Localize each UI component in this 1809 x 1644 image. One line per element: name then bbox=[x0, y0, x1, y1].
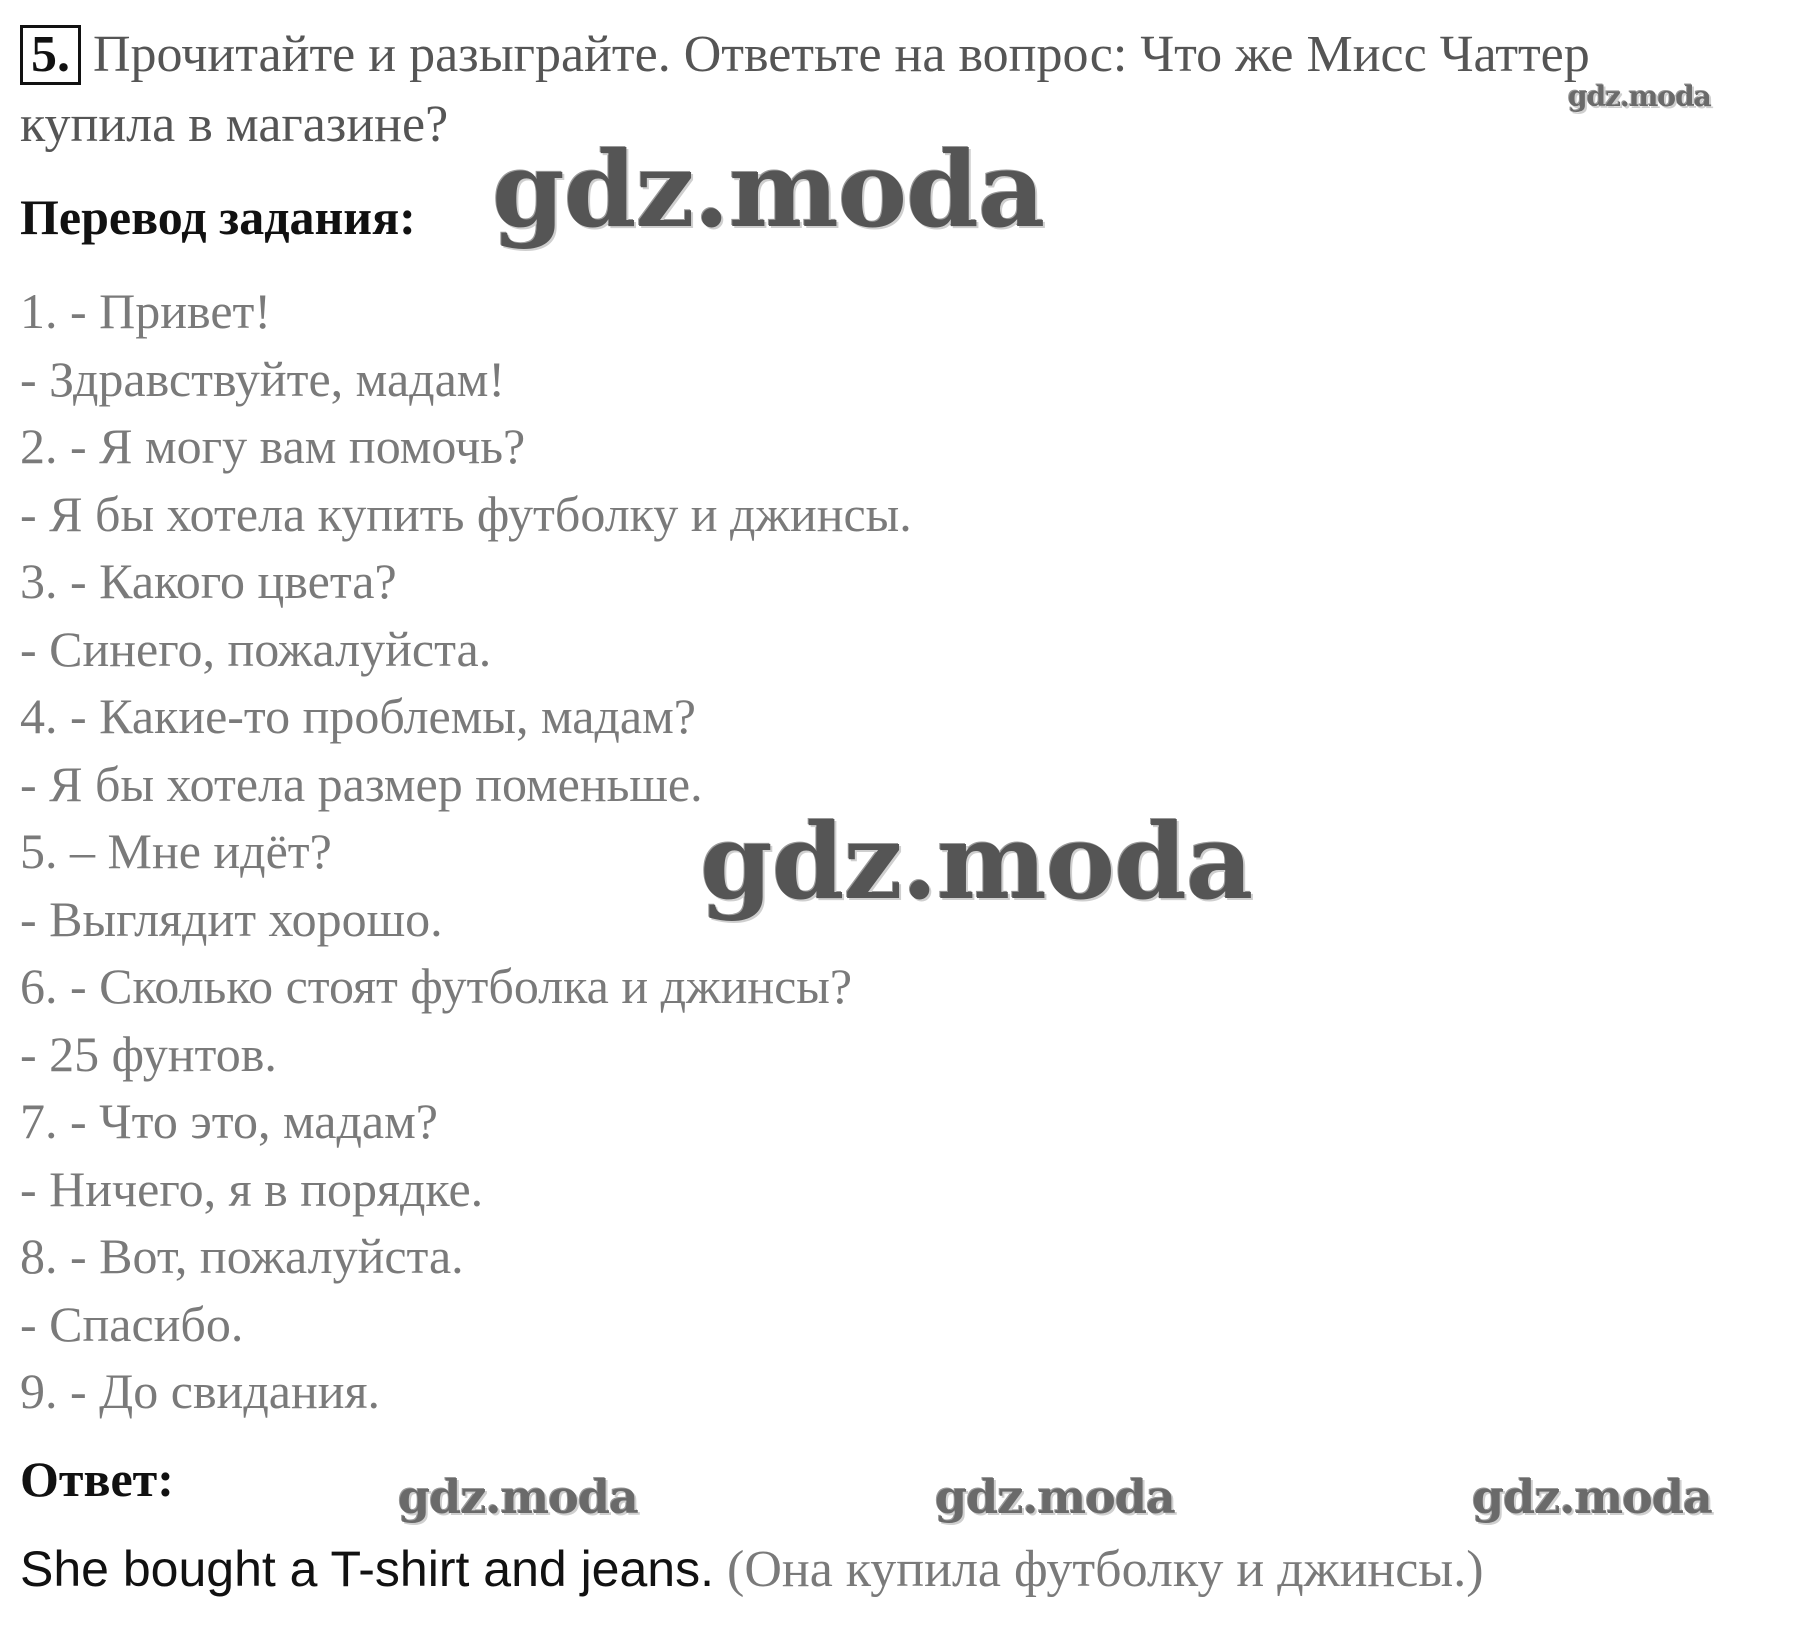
watermark-answer-3: gdz.moda bbox=[1472, 1470, 1712, 1524]
watermark-answer-1: gdz.moda bbox=[398, 1470, 638, 1524]
dialog-line: 5. – Мне идёт? bbox=[20, 823, 332, 879]
dialog-line: - Здравствуйте, мадам! bbox=[20, 350, 506, 407]
dialog-line: 3. - Какого цвета? bbox=[20, 553, 397, 609]
watermark-heading-large: gdz.moda bbox=[492, 128, 1045, 251]
task-text-line-1: Прочитайте и разыграйте. Ответьте на вопрос: Что же Мисс Чаттер bbox=[93, 26, 1590, 83]
dialog-line: - Выглядит хорошо. bbox=[20, 890, 443, 947]
dialog-line: 7. - Что это, мадам? bbox=[20, 1093, 438, 1149]
dialog-line: - Синего, пожалуйста. bbox=[20, 620, 492, 677]
dialog-line: - Ничего, я в порядке. bbox=[20, 1160, 484, 1217]
watermark-middle-large: gdz.moda bbox=[700, 800, 1253, 923]
dialog-line: - 25 фунтов. bbox=[20, 1025, 277, 1082]
watermark-top-small: gdz.moda bbox=[1568, 80, 1711, 113]
task-number: 5. bbox=[20, 25, 81, 85]
watermark-answer-2: gdz.moda bbox=[935, 1470, 1175, 1524]
dialog-line: 8. - Вот, пожалуйста. bbox=[20, 1228, 464, 1284]
task-line-1 bbox=[20, 22, 1590, 88]
translation-heading: Перевод задания: bbox=[20, 189, 416, 245]
dialog-line: 1. - Привет! bbox=[20, 283, 272, 339]
dialog-line: 6. - Сколько стоят футболка и джинсы? bbox=[20, 958, 853, 1014]
answer-english: She bought a T-shirt and jeans. bbox=[20, 1541, 714, 1597]
task-line-2: купила в магазине? bbox=[20, 96, 449, 153]
dialog-line: - Спасибо. bbox=[20, 1295, 244, 1352]
dialog-line: 2. - Я могу вам помочь? bbox=[20, 418, 526, 474]
answer-russian: (Она купила футболку и джинсы.) bbox=[727, 1541, 1484, 1598]
answer-heading: Ответ: bbox=[20, 1451, 174, 1507]
dialog-line: - Я бы хотела купить футболку и джинсы. bbox=[20, 485, 912, 542]
dialog-line: 4. - Какие-то проблемы, мадам? bbox=[20, 688, 696, 744]
dialog-line: - Я бы хотела размер поменьше. bbox=[20, 755, 703, 812]
dialog-line: 9. - До свидания. bbox=[20, 1363, 380, 1419]
answer-text bbox=[20, 1540, 1484, 1599]
